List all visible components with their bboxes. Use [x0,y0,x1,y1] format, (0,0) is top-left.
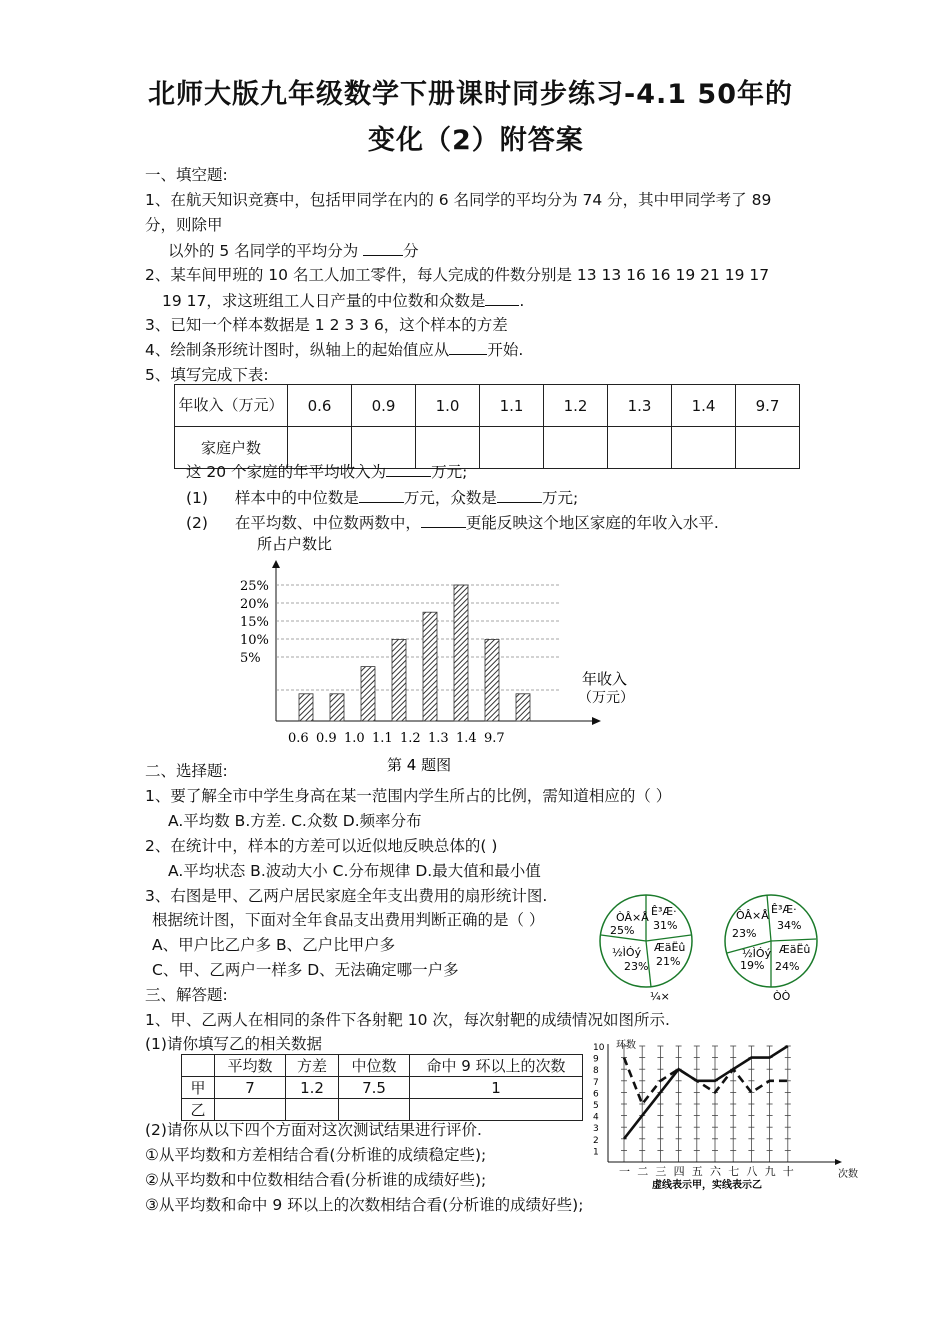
page-title-line1: 北师大版九年级数学下册课时同步练习-4.1 50年的 [148,79,794,110]
households-row-label: 家庭户数 [175,427,288,469]
line-chart-y-label: 环数 [616,1040,636,1051]
chart-x-tick: 9.7 [484,731,505,746]
table-cell: 乙 [182,1099,215,1121]
q5-2-num: (2) [186,514,208,532]
chart-x-tick: 1.3 [428,731,449,746]
table-cell: 1.2 [286,1077,339,1099]
pie-caption: ¼× [650,990,670,1003]
pie-label: ½ÌÓý [742,947,772,960]
chart-bar [361,667,375,721]
q2-text: 19 17，求这班组工人日产量的中位数和众数是 [162,292,486,310]
line-chart-y-tick: 5 [593,1101,599,1111]
table-header-cell: 中位数 [339,1055,410,1077]
question-1-5: 5、填写完成下表: [145,366,269,384]
table-header-cell [182,1055,215,1077]
chart-y-arrow [272,560,280,568]
line-chart-y-tick: 8 [593,1066,599,1077]
line-chart-x-tick: 八 [746,1165,758,1178]
q5-unit: 万元; [431,463,468,481]
question-1-1-cont: 分，则除甲 [145,216,223,234]
question-2-2-options: A.平均状态 B.波动大小 C.分布规律 D.最大值和最小值 [168,862,541,880]
line-chart-x-tick: 一 [619,1165,630,1178]
chart-bar [330,694,344,721]
line-chart-x-tick: 四 [673,1165,685,1178]
line-chart-y-tick: 2 [593,1135,599,1146]
chart-x-tick: 0.9 [316,731,337,746]
chart-bar [516,694,530,721]
table-header-cell: 平均数 [215,1055,286,1077]
q4-text: 4、绘制条形统计图时，纵轴上的起始值应从 [145,341,450,359]
question-2-2: 2、在统计中，样本的方差可以近似地反映总体的( ) [145,837,498,855]
q5-2-text: 在平均数、中位数两数中， [234,514,421,532]
line-chart-x-arrow [835,1159,842,1165]
chart-y-tick: 25% [240,579,269,594]
pie-value: 34% [777,919,802,932]
table-header-cell: 命中 9 环以上的次数 [410,1055,583,1077]
line-chart-y-tick: 6 [593,1089,599,1100]
line-chart-x-tick: 七 [728,1165,740,1178]
section3-heading: 三、解答题: [145,986,228,1004]
line-chart-legend: 虚线表示甲，实线表示乙 [652,1180,762,1191]
question-3-1-2a: ①从平均数和方差相结合看(分析谁的成绩稳定些); [145,1146,487,1164]
line-chart-x-label: 次数 [838,1169,858,1180]
pie-value: 21% [656,955,681,968]
answer-blank[interactable] [363,241,403,256]
series-line-yi [624,1046,788,1139]
line-chart-x-tick: 十 [782,1165,794,1178]
question-1-3: 3、已知一个样本数据是 1 2 3 3 6，这个样本的方差 [145,316,508,334]
answer-blank[interactable] [449,340,487,355]
q5-1-num: (1) [186,489,208,507]
chart-bar [485,639,499,721]
chart-x-tick: 1.0 [344,731,365,746]
chart-x-tick: 1.2 [400,731,421,746]
question-2-1-options: A.平均数 B.方差. C.众数 D.频率分布 [168,812,422,830]
pie-label: Ê³Æ· [771,903,797,916]
answer-blank[interactable] [497,488,542,503]
shooting-header-row [182,1055,583,1077]
q5-1-text2: 万元，众数是 [403,489,497,507]
income-row [175,385,800,427]
pie-value: 24% [775,960,800,973]
chart-bar [299,694,313,721]
chart-bar [454,585,468,721]
table-cell: 7.5 [339,1077,410,1099]
table-cell: 7 [215,1077,286,1099]
table-header-cell: 方差 [286,1055,339,1077]
question-2-3-cont: 根据统计图，下面对全年食品支出费用判断正确的是（ ） [152,911,545,929]
income-cell: 1.2 [544,385,608,427]
page-title-line2: 变化（2）附答案 [368,125,584,156]
chart-x-tick: 1.4 [456,731,477,746]
bar-chart [230,530,634,774]
question-2-1: 1、要了解全市中学生身高在某一范围内学生所占的比例，需知道相应的（ ） [145,787,672,805]
pie-chart-yi [723,893,823,1003]
pie-label: ÒÂ×Å [616,911,649,924]
households-cell[interactable] [544,427,608,469]
income-cell: 1.4 [672,385,736,427]
line-chart-y-tick: 10 [593,1043,605,1053]
chart-bar [392,639,406,721]
pie-value: 23% [732,927,757,940]
question-3-1-2c: ③从平均数和命中 9 环以上的次数相结合看(分析谁的成绩好些); [145,1196,584,1214]
q1-unit: 分 [403,242,419,260]
income-cell: 1.1 [480,385,544,427]
income-cell: 1.0 [416,385,480,427]
question-2-3: 3、右图是甲、乙两户居民家庭全年支出费用的扇形统计图. [145,887,548,905]
line-chart-x-tick: 二 [637,1165,649,1178]
pie-value: 31% [653,919,678,932]
answer-blank[interactable] [421,513,466,528]
table-cell: 1 [410,1077,583,1099]
question-3-1-2b: ②从平均数和中位数相结合看(分析谁的成绩好些); [145,1171,487,1189]
q2-end: . [519,292,525,310]
income-table [174,384,800,469]
chart-x-label: （万元） [578,690,634,706]
households-cell[interactable] [608,427,672,469]
q5-text: 这 20 个家庭的年平均收入为 [186,463,387,481]
households-cell[interactable] [480,427,544,469]
pie-value: 25% [610,924,635,937]
pie-label: ÆäËû [654,941,686,954]
income-cell: 9.7 [736,385,800,427]
chart-x-tick: 1.1 [372,731,393,746]
line-chart-y-tick: 9 [593,1054,599,1065]
line-chart-x-tick: 六 [710,1165,721,1178]
line-chart-y-tick: 3 [593,1124,599,1135]
chart-x-tick: 0.6 [288,731,309,746]
answer-blank[interactable] [386,462,431,477]
income-cell: 1.3 [608,385,672,427]
question-2-3-options-cd: C、甲、乙两户一样多 D、无法确定哪一户多 [152,961,459,979]
shooting-row-jia [182,1077,583,1099]
question-1-5-avg [186,460,467,482]
question-3-1-2: (2)请你从以下四个方面对这次测试结果进行评价. [145,1121,482,1139]
question-3-1-1: (1)请你填写乙的相关数据 [145,1035,322,1053]
line-chart [586,1036,866,1196]
pie-value: 23% [624,960,649,973]
chart-y-tick: 5% [240,651,261,666]
question-1-2-cont [162,289,524,311]
line-chart-x-tick: 九 [764,1165,776,1178]
q4-end: 开始. [487,341,524,359]
households-cell[interactable] [736,427,800,469]
income-cell: 0.9 [352,385,416,427]
question-2-3-options-ab: A、甲户比乙户多 B、乙户比甲户多 [152,936,396,954]
line-chart-y-tick: 7 [593,1077,599,1088]
q5-1-text3: 万元; [541,489,579,507]
pie-chart-jia [598,893,698,1003]
table-cell: 甲 [182,1077,215,1099]
chart-y-label: 所占户数比 [257,535,333,553]
chart-caption: 第 4 题图 [387,756,452,774]
pie-label: ÆäËû [779,943,811,956]
chart-y-tick: 20% [240,597,269,612]
answer-blank[interactable] [485,291,519,306]
question-1-2: 2、某车间甲班的 10 名工人加工零件，每人完成的件数分别是 13 13 16 16 19 21 19 17 [145,266,770,284]
chart-x-arrow [592,717,601,725]
shooting-table [181,1054,583,1121]
pie-label: Ê³Æ· [651,905,677,918]
income-row-label: 年收入（万元） [175,385,288,427]
income-cell: 0.6 [288,385,352,427]
line-chart-y-tick: 4 [593,1112,599,1123]
question-3-1: 1、甲、乙两人在相同的条件下各射靶 10 次，每次射靶的成绩情况如图所示. [145,1011,670,1029]
chart-y-tick: 15% [240,615,269,630]
line-chart-x-tick: 三 [655,1165,667,1178]
question-1-1-line3 [168,239,419,261]
pie-caption: ÒÒ [773,990,791,1003]
chart-bar [423,612,437,721]
question-1-1: 1、在航天知识竞赛中，包括甲同学在内的 6 名同学的平均分为 74 分，其中甲同学考了 89 [145,191,772,209]
q1-text: 以外的 5 名同学的平均分为 [168,242,359,260]
q5-1-text: 样本中的中位数是 [234,489,359,507]
households-cell[interactable] [672,427,736,469]
chart-y-tick: 10% [240,633,269,648]
question-1-4 [145,338,523,360]
section1-heading: 一、填空题: [145,166,228,184]
chart-x-label: 年收入 [582,670,628,688]
pie-value: 19% [740,959,765,972]
pie-label: ÒÂ×Å [736,909,769,922]
pie-label: ½ÌÓý [612,946,642,959]
q5-2-text2: 更能反映这个地区家庭的年收入水平. [465,514,719,532]
question-1-5-1 [186,486,578,508]
section2-heading: 二、选择题: [145,762,228,780]
line-chart-x-tick: 五 [691,1165,703,1178]
answer-blank[interactable] [359,488,404,503]
line-chart-y-tick: 1 [593,1147,599,1158]
